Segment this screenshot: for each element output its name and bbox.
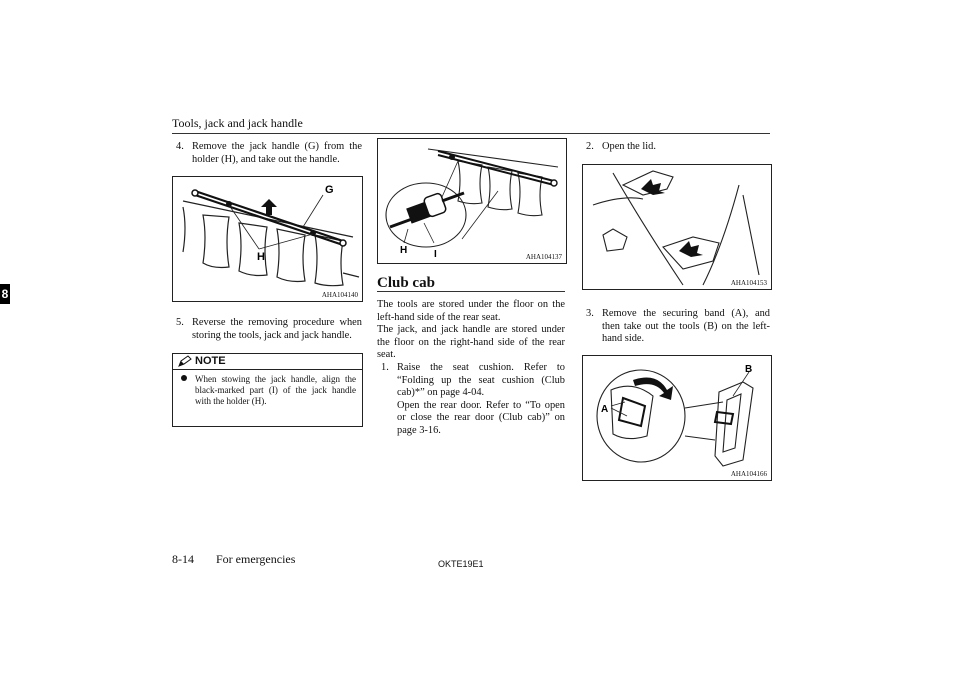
step-2 — [582, 141, 770, 154]
step-number: 4. — [176, 141, 184, 152]
step-1 — [377, 362, 565, 438]
step-number: 1. — [381, 361, 389, 373]
step-text: Reverse the removing procedure when storing the tools, jack and jack handle. — [192, 317, 362, 341]
tools-band-illustration — [583, 356, 771, 480]
paragraph: The jack, and jack handle are stored under the floor on the right-hand side of the rear seat. — [377, 324, 565, 361]
paragraph: The tools are stored under the floor on the left-hand side of the rear seat. — [377, 299, 565, 323]
handle-alignment-illustration — [378, 139, 566, 263]
callout-i: I — [434, 249, 437, 260]
callout-h: H — [400, 245, 408, 256]
step-text: Open the lid. — [602, 141, 656, 152]
note-body — [173, 370, 362, 407]
step-3 — [582, 308, 770, 346]
open-lid-illustration — [583, 165, 771, 289]
bullet-icon — [181, 375, 187, 381]
chapter-tab: 8 — [0, 284, 10, 304]
figure-code: AHA104137 — [525, 253, 562, 261]
header-rule — [172, 133, 770, 134]
club-cab-body — [377, 299, 565, 438]
note-pencil-icon — [177, 355, 193, 368]
figure-open-lid — [582, 164, 772, 290]
figure-code: AHA104166 — [730, 470, 767, 478]
callout-g: G — [325, 184, 334, 196]
step-4 — [172, 141, 362, 166]
figure-handle-alignment — [377, 138, 567, 264]
figure-code: AHA104153 — [730, 279, 767, 287]
step-text: Open the rear door. Refer to “To open or close the rear door (Club cab)” on page 3-16. — [397, 399, 565, 436]
step-text: Remove the securing band (A), and then take out the tools (B) on the left-hand side. — [602, 308, 770, 345]
figure-jack-handle-holder — [172, 176, 363, 302]
note-text: When stowing the jack handle, align the black-marked part (I) of the jack handle with the holder (H). — [195, 374, 356, 406]
page-header-title: Tools, jack and jack handle — [172, 116, 303, 130]
page-number: 8-14 — [172, 552, 194, 566]
step-number: 5. — [176, 317, 184, 328]
note-label: NOTE — [195, 355, 226, 367]
note-box — [172, 353, 363, 427]
step-number: 3. — [586, 308, 594, 319]
up-arrow-icon — [261, 199, 277, 215]
step-5 — [172, 317, 362, 342]
figure-tools-band — [582, 355, 772, 481]
section-heading: Club cab — [377, 275, 435, 291]
callout-b: B — [745, 364, 753, 375]
arrow-icon — [679, 241, 703, 257]
step-text: Raise the seat cushion. Refer to “Folding up the seat cushion (Club cab)*” on page 4-04. — [397, 361, 565, 399]
heading-rule — [377, 291, 565, 292]
note-header — [173, 354, 362, 370]
jack-handle-illustration — [173, 177, 362, 301]
callout-a: A — [601, 404, 609, 415]
section-name: For emergencies — [216, 552, 296, 566]
document-code: OKTE19E1 — [438, 559, 484, 569]
step-number: 2. — [586, 141, 594, 152]
arrow-icon — [641, 179, 665, 195]
callout-h: H — [257, 251, 265, 263]
step-text: Remove the jack handle (G) from the holder (H), and take out the handle. — [192, 141, 362, 165]
figure-code: AHA104140 — [321, 291, 358, 299]
